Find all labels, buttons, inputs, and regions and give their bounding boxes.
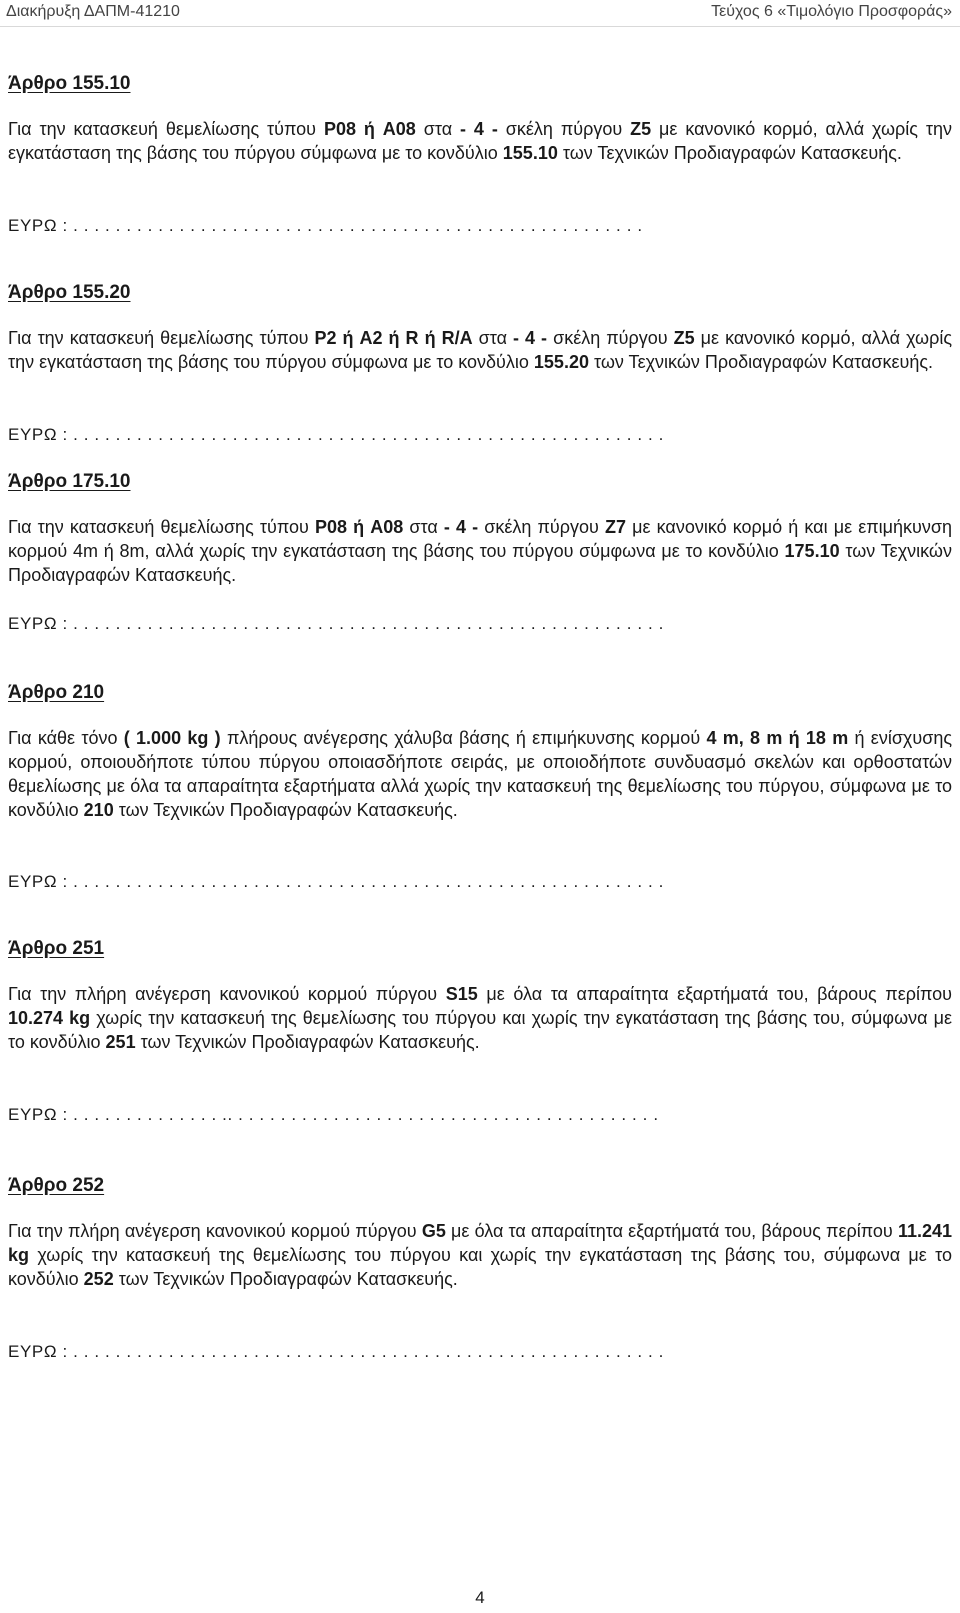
article-155-20 [8, 281, 952, 374]
article-title: Άρθρο 175.10 [8, 471, 131, 492]
price-field: ΕΥΡΩ : . . . . . . . . . . . . . . . . . . . . . . . . . . . . . . . . . . . . . . . . . . . . . . . . . . . . . . . . [8, 614, 664, 633]
page-header [0, 0, 960, 27]
article-252 [8, 1174, 952, 1291]
article-description: Για την πλήρη ανέγερση κανονικού κορμού πύργου S15 με όλα τα απαραίτητα εξαρτήματά του, βάρους περίπου 10.274 kg χωρίς την κατασκευή της θεμελίωσης του πύργου και χωρίς την εγκατάσταση της βάσης του, σύμφωνα με το κονδύλιο 251 των Τεχνικών Προδιαγραφών Κατασκευής. [8, 984, 953, 1052]
price-field: ΕΥΡΩ : . . . . . . . . . . . . . . . . . . . . . . . . . . . . . . . . . . . . . . . . . . . . . . . . . . . . . . . . [8, 1342, 664, 1361]
price-field: ΕΥΡΩ : . . . . . . . . . . . . . . . . . . . . . . . . . . . . . . . . . . . . . . . . . . . . . . . . . . . . . . . . [8, 425, 664, 444]
article-description: Για κάθε τόνο ( 1.000 kg ) πλήρους ανέγερσης χάλυβα βάσης ή επιμήκυνσης κορμού 4 m, 8 m ή 18 m ή ενίσχυσης κορμού, οποιουδήποτε τύπου πύργου οποιασδήποτε σειράς, με οποιοδήποτε συνδυασμό σκελών και ορθοστατών θεμελίωσης με όλα τα απαραίτητα εξαρτήματα αλλά χωρίς την κατασκευή της θεμελίωσης του πύργου, σύμφωνα με το κονδύλιο 210 των Τεχνικών Προδιαγραφών Κατασκευής. [8, 728, 953, 820]
article-description: Για την πλήρη ανέγερση κανονικού κορμού πύργου G5 με όλα τα απαραίτητα εξαρτήματά του, βάρους περίπου 11.241 kg χωρίς την κατασκευή της θεμελίωσης του πύργου και χωρίς την εγκατάσταση της βάσης του, σύμφωνα με το κονδύλιο 252 των Τεχνικών Προδιαγραφών Κατασκευής. [8, 1221, 952, 1289]
page-number: 4 [475, 1588, 485, 1607]
article-175-10 [8, 470, 952, 587]
article-description: Για την κατασκευή θεμελίωσης τύπου P08 ή A08 στα - 4 - σκέλη πύργου Ζ7 με κανονικό κορμό ή και με επιμήκυνση κορμού 4m ή 8m, αλλά χωρίς την εγκατάσταση της βάσης του πύργου σύμφωνα με το κονδύλιο 175.10 των Τεχνικών Προδιαγραφών Κατασκευής. [8, 517, 953, 585]
price-field: ΕΥΡΩ : . . . . . . . . . . . . . . . . . . . . . . . . . . . . . . . . . . . . . . . . . . . . . . . . . . . . . . [8, 216, 643, 235]
article-251 [8, 937, 952, 1054]
price-field: ΕΥΡΩ : . . . . . . . . . . . . . . . . . . . . . . . . . . . . . . . . . . . . . . . . . . . . . . . . . . . . . . . . [8, 872, 664, 891]
price-field: ΕΥΡΩ : . . . . . . . . . . . . . . .. . . . . . . . . . . . . . . . . . . . . . . . . . . . . . . . . . . . . . . . . [8, 1105, 659, 1124]
article-title: Άρθρο 252 [8, 1175, 105, 1196]
header-volume-title: Τεύχος 6 «Τιμολόγιο Προσφοράς» [711, 3, 952, 20]
article-title: Άρθρο 251 [8, 938, 105, 959]
article-title: Άρθρο 155.20 [8, 282, 131, 303]
article-title: Άρθρο 210 [8, 682, 105, 703]
article-210 [8, 681, 952, 822]
article-title: Άρθρο 155.10 [8, 73, 131, 94]
article-155-10 [8, 72, 952, 165]
article-description: Για την κατασκευή θεμελίωσης τύπου P08 ή A08 στα - 4 - σκέλη πύργου Ζ5 με κανονικό κορμό, αλλά χωρίς την εγκατάσταση της βάσης του πύργου σύμφωνα με το κονδύλιο 155.10 των Τεχνικών Προδιαγραφών Κατασκευής. [8, 119, 952, 163]
header-document-id: Διακήρυξη ΔΑΠΜ-41210 [6, 3, 180, 20]
article-description: Για την κατασκευή θεμελίωσης τύπου P2 ή A2 ή R ή R/A στα - 4 - σκέλη πύργου Ζ5 με κανονικό κορμό, αλλά χωρίς την εγκατάσταση της βάσης του πύργου σύμφωνα με το κονδύλιο 155.20 των Τεχνικών Προδιαγραφών Κατασκευής. [8, 328, 953, 372]
